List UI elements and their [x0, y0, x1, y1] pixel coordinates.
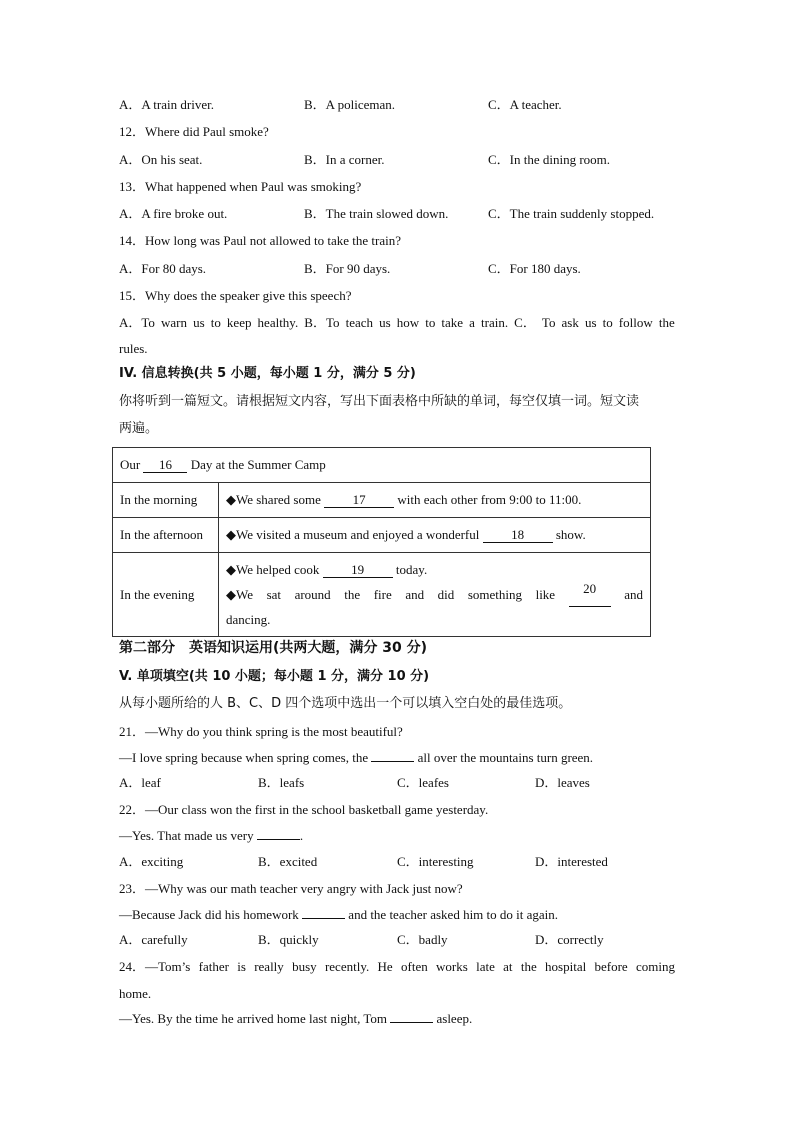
q14-question: 14．How long was Paul not allowed to take the train?	[119, 233, 401, 248]
word: to	[210, 315, 221, 330]
reply-text: asleep.	[433, 1011, 473, 1026]
reply-text: —Because Jack did his homework	[119, 907, 303, 922]
blank-16[interactable]: 16	[143, 458, 187, 473]
reply-text: —Yes. That made us very	[119, 828, 257, 843]
row-label-morning: In the morning	[113, 483, 219, 518]
word: the	[344, 587, 361, 602]
row-content-evening	[219, 553, 651, 637]
word: the	[658, 315, 675, 330]
q21-reply	[119, 750, 593, 766]
word: C．	[514, 315, 536, 330]
cell-text: ◆We visited a museum and enjoyed a wonderful	[226, 527, 483, 542]
q21-blank[interactable]	[371, 761, 414, 762]
row-label-afternoon: In the afternoon	[113, 518, 219, 553]
q22-question: 22．—Our class won the first in the school basketball game yesterday.	[119, 802, 489, 817]
q22-option-c[interactable]: C．interesting	[397, 854, 474, 869]
q23-blank[interactable]	[302, 918, 345, 919]
q12-option-c[interactable]: C．In the dining room.	[488, 152, 611, 167]
word: at	[503, 959, 513, 974]
word: often	[401, 959, 428, 974]
q13-option-a[interactable]: A．A fire broke out.	[119, 206, 228, 221]
q21-question: 21．—Why do you think spring is the most beautiful?	[119, 724, 403, 739]
word: late	[476, 959, 495, 974]
word: did	[437, 587, 455, 602]
cell-text: today.	[392, 562, 428, 577]
word: us	[193, 315, 205, 330]
q22-option-a[interactable]: A．exciting	[119, 854, 184, 869]
q24-blank[interactable]	[390, 1022, 433, 1023]
word: and	[405, 587, 425, 602]
q24-reply	[119, 1011, 472, 1027]
q23-reply	[119, 907, 558, 923]
word: us	[584, 315, 597, 330]
word: take	[441, 315, 464, 330]
word: coming	[636, 959, 675, 974]
reply-text: —I love spring because when spring comes, the	[119, 750, 372, 765]
reply-text: —Yes. By the time he arrived home last night, Tom	[119, 1011, 391, 1026]
word: to	[602, 315, 613, 330]
blank-18[interactable]: 18	[483, 528, 553, 543]
section-5-instruction: 从每小题所给的人 B、C、D 四个选项中选出一个可以填入空白处的最佳选项。	[119, 696, 572, 711]
q13-question: 13．What happened when Paul was smoking?	[119, 179, 362, 194]
word: really	[254, 959, 284, 974]
word: before	[594, 959, 628, 974]
table-title	[113, 448, 651, 483]
reply-text: .	[299, 828, 304, 843]
q15-question: 15．Why does the speaker give this speech?	[119, 288, 352, 303]
word: keep	[226, 315, 252, 330]
word: sat	[266, 587, 282, 602]
q12-option-b[interactable]: B．In a corner.	[304, 152, 385, 167]
word: warn	[161, 315, 187, 330]
part-2-heading: 第二部分 英语知识运用(共两大题，满分 30 分)	[119, 640, 428, 656]
q22-option-b[interactable]: B．excited	[258, 854, 318, 869]
q24-question-cont: home.	[119, 986, 152, 1001]
evening-line-3: dancing.	[226, 612, 271, 627]
word: B．To	[304, 315, 340, 330]
q21-option-b[interactable]: B．leafs	[258, 775, 305, 790]
word: ask	[561, 315, 579, 330]
blank-17[interactable]: 17	[324, 493, 394, 508]
word: recently.	[324, 959, 370, 974]
section-4-instruction-cont: 两遍。	[119, 421, 159, 436]
q14-option-c[interactable]: C．For 180 days.	[488, 261, 581, 276]
q12-option-a[interactable]: A．On his seat.	[119, 152, 203, 167]
title-text: Day at the Summer Camp	[187, 457, 326, 472]
q13-option-b[interactable]: B．The train slowed down.	[304, 206, 449, 221]
q23-option-a[interactable]: A．carefully	[119, 932, 188, 947]
word: follow	[618, 315, 653, 330]
word: around	[294, 587, 331, 602]
word: To	[541, 315, 556, 330]
info-table	[112, 447, 651, 637]
cell-text: ◆We shared some	[226, 492, 325, 507]
word: busy	[292, 959, 317, 974]
word: He	[377, 959, 393, 974]
section-4-heading: IV. 信息转换(共 5 小题，每小题 1 分，满分 5 分)	[119, 366, 416, 381]
q22-reply	[119, 828, 303, 844]
reply-text: all over the mountains turn green.	[414, 750, 594, 765]
cell-text: ◆We helped cook	[226, 562, 323, 577]
word: a	[469, 315, 475, 330]
q23-option-d[interactable]: D．correctly	[535, 932, 604, 947]
word: like	[535, 587, 556, 602]
q21-option-c[interactable]: C．leafes	[397, 775, 449, 790]
evening-line-2	[226, 582, 643, 607]
q23-option-b[interactable]: B．quickly	[258, 932, 319, 947]
word: us	[379, 315, 391, 330]
word: is	[237, 959, 246, 974]
q12-question: 12．Where did Paul smoke?	[119, 124, 269, 139]
word: works	[436, 959, 468, 974]
word: A．To	[119, 315, 155, 330]
word: hospital	[545, 959, 587, 974]
word: the	[520, 959, 537, 974]
q22-option-d[interactable]: D．interested	[535, 854, 608, 869]
title-text: Our	[120, 457, 144, 472]
q21-option-a[interactable]: A．leaf	[119, 775, 161, 790]
section-5-heading: V. 单项填空(共 10 小题；每小题 1 分，满分 10 分)	[119, 669, 430, 684]
q23-option-c[interactable]: C．badly	[397, 932, 448, 947]
q22-blank[interactable]	[257, 839, 300, 840]
q11-option-c[interactable]: C．A teacher.	[488, 97, 562, 112]
word: and	[624, 587, 643, 602]
q21-option-d[interactable]: D．leaves	[535, 775, 590, 790]
q11-option-a[interactable]: A．A train driver.	[119, 97, 214, 112]
q15-options-line2: rules.	[119, 341, 148, 356]
word: to	[425, 315, 436, 330]
q15-options-line	[119, 315, 675, 331]
cell-text: show.	[552, 527, 586, 542]
cell-text: with each other from 9:00 to 11:00.	[394, 492, 582, 507]
word: healthy.	[257, 315, 299, 330]
word: something	[467, 587, 523, 602]
word: how	[396, 315, 420, 330]
row-content-afternoon	[219, 518, 651, 553]
evening-line-1	[226, 557, 643, 582]
word: train.	[481, 315, 509, 330]
word: ◆We	[226, 587, 253, 602]
q14-option-b[interactable]: B．For 90 days.	[304, 261, 391, 276]
section-4-instruction: 你将听到一篇短文。请根据短文内容，写出下面表格中所缺的单词，每空仅填一词。短文读	[119, 394, 640, 409]
q23-question: 23．—Why was our math teacher very angry with Jack just now?	[119, 881, 463, 896]
q24-question	[119, 959, 675, 975]
word: 24．—Tom’s	[119, 959, 191, 974]
blank-19[interactable]: 19	[323, 563, 393, 578]
q11-option-b[interactable]: B．A policeman.	[304, 97, 395, 112]
word: teach	[345, 315, 374, 330]
word: father	[198, 959, 229, 974]
row-label-evening: In the evening	[113, 553, 219, 637]
word: fire	[373, 587, 392, 602]
q13-option-c[interactable]: C．The train suddenly stopped.	[488, 206, 655, 221]
blank-20[interactable]: 20	[569, 582, 611, 607]
q14-option-a[interactable]: A．For 80 days.	[119, 261, 207, 276]
row-content-morning	[219, 483, 651, 518]
reply-text: and the teacher asked him to do it again.	[345, 907, 559, 922]
